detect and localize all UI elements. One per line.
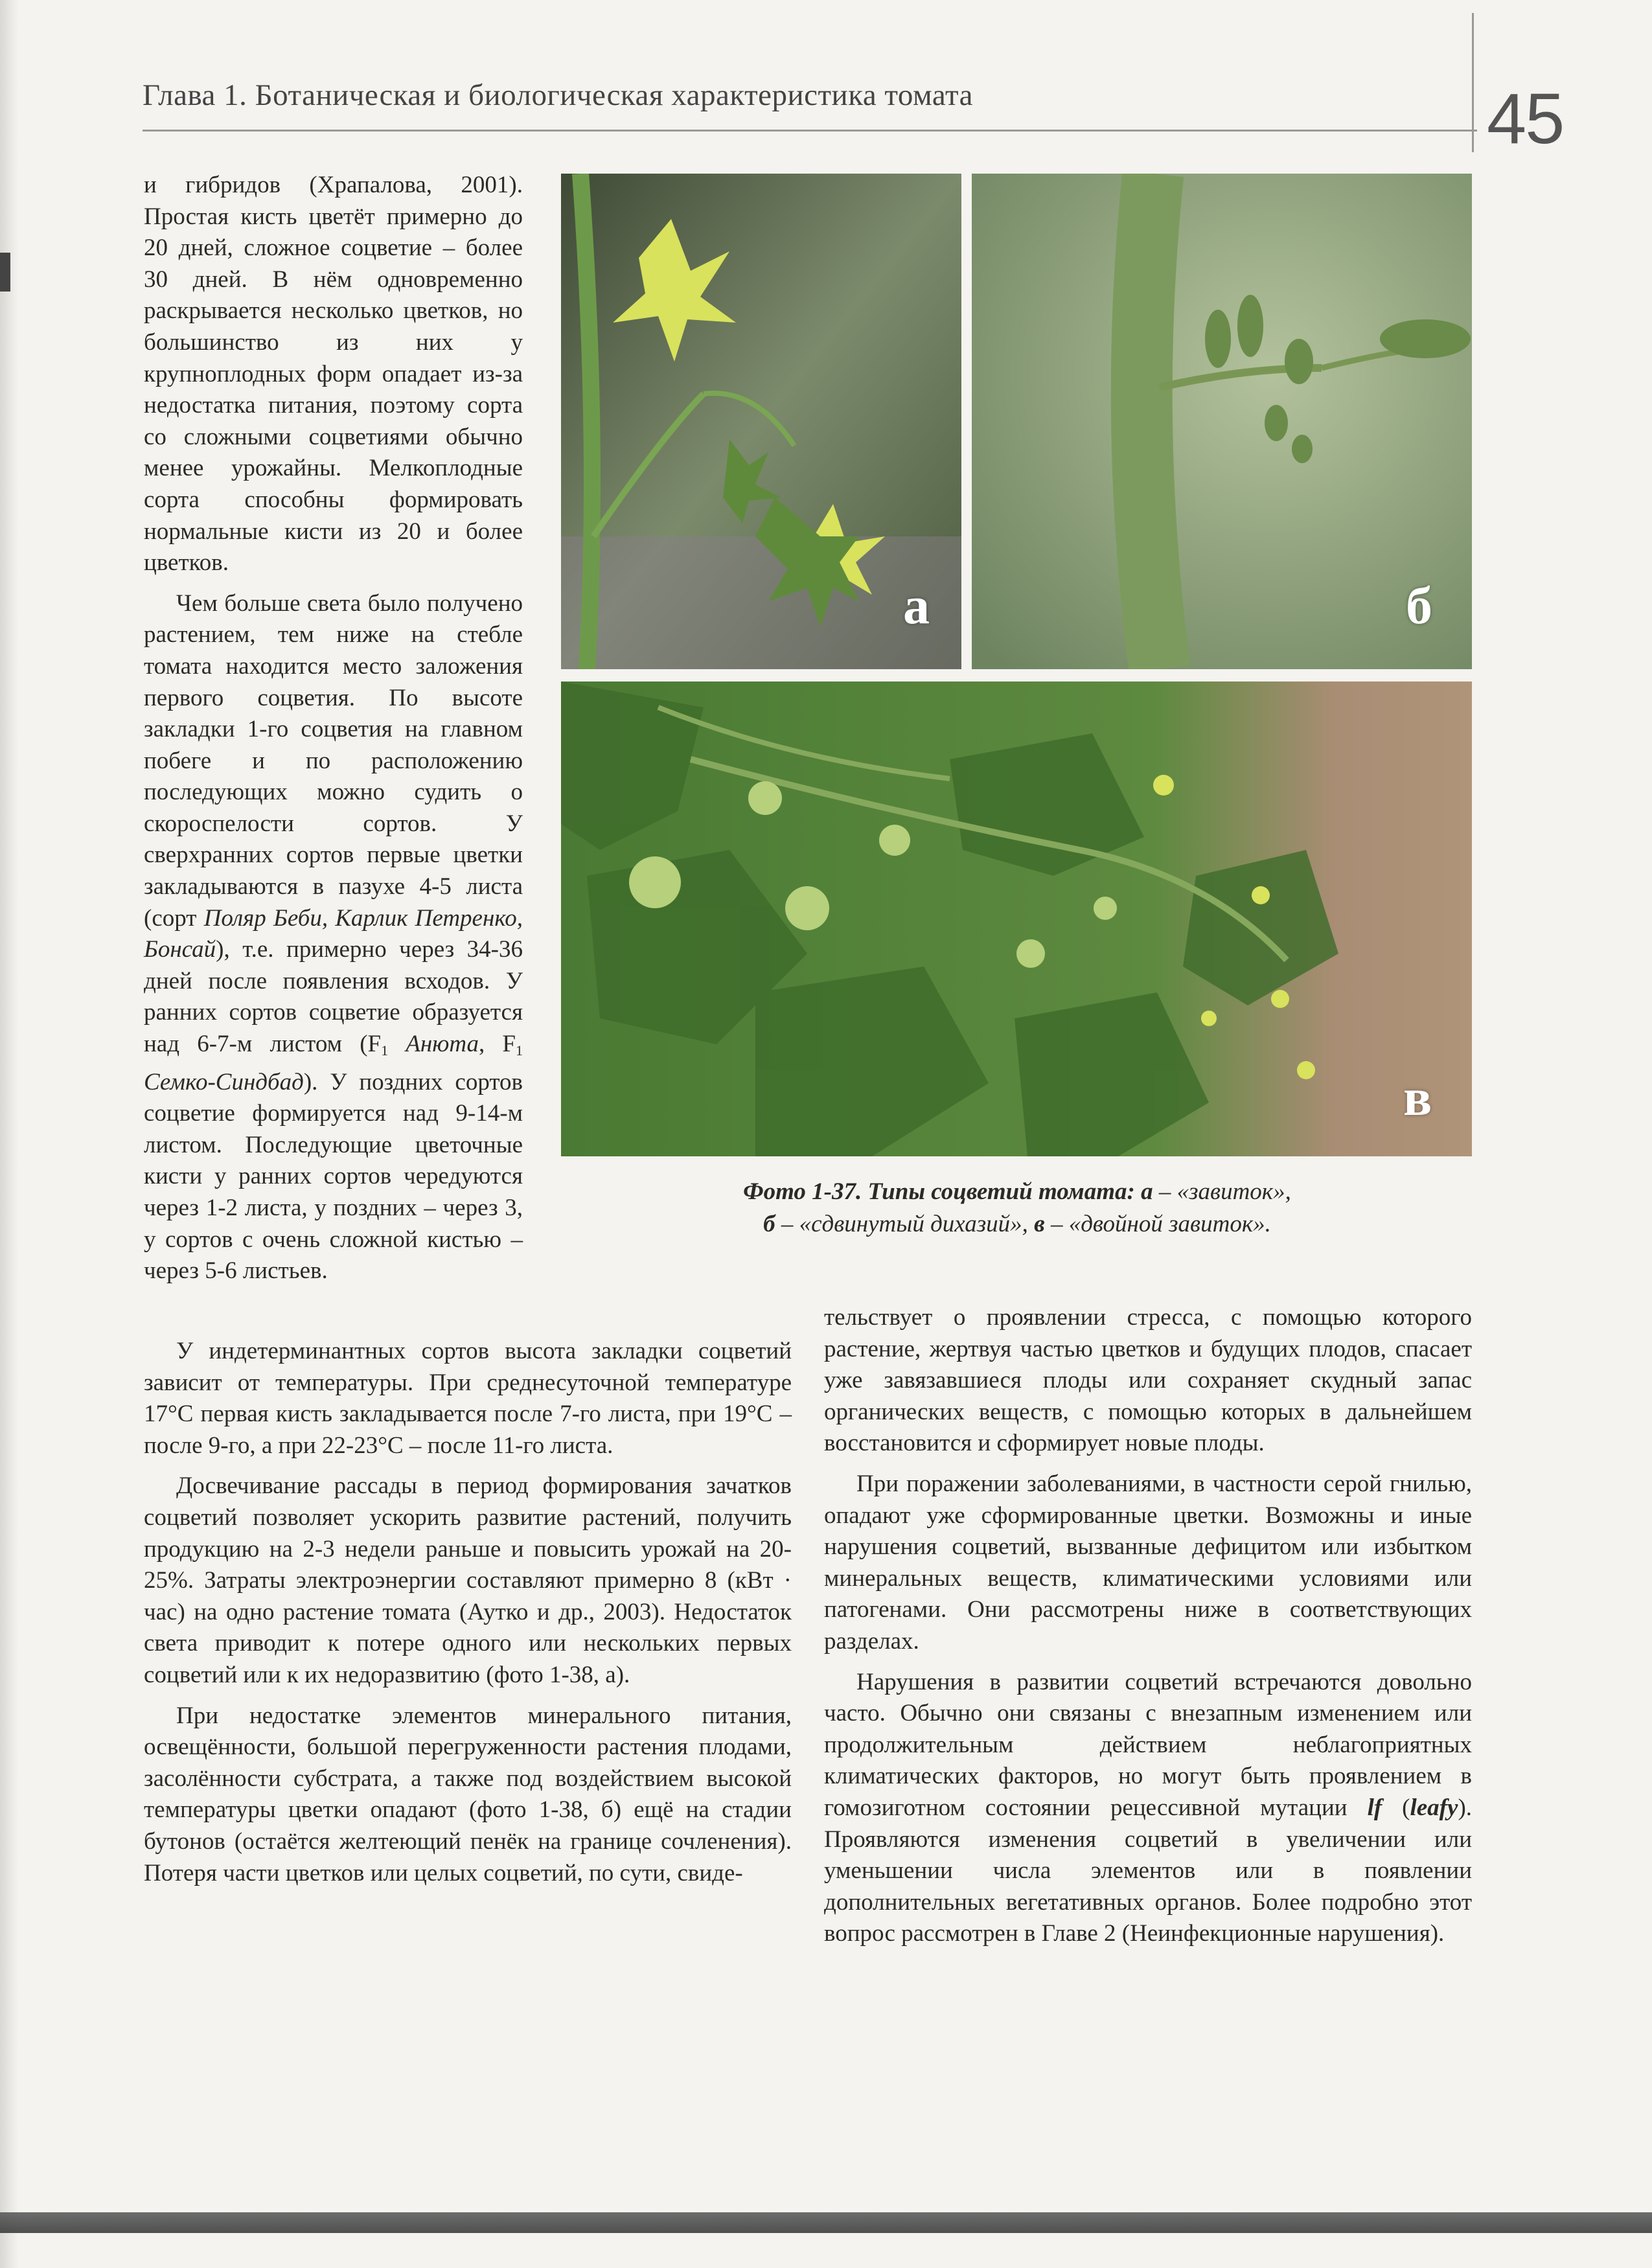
paragraph: У индетерминантных сортов высота закладки соцветий зависит от температуры. При среднесуточной температуре 17°С первая кисть закладывается после 7-го листа, при 19°С – после 9-го, а при 22-23°С – после 11-го листа.: [144, 1338, 792, 1459]
paragraph: тельствует о проявлении стресса, с помощью которого растение, жертвуя частью цветков и будущих плодов, спасает уже завязавшиеся плоды или сохраняет скудный запас органических веществ, с помощью которых в дальнейшем восстановится и сформирует новые плоды.: [824, 1304, 1472, 1457]
paragraph: и гибридов (Храпалова, 2001). Простая кисть цветёт примерно до 20 дней, сложное соцветие – более 30 дней. В нём одновременно раскрывается несколько цветков, но большинство из них у крупноплодных форм опадает из-за недостатка питания, поэтому сорта со сложными соцветиями обычно менее урожайны. Мелкоплодные сорта способны формировать нормальные кисти из 20 и более цветков.: [144, 172, 523, 577]
page-number-rule: [1472, 13, 1474, 152]
page-number: 45: [1487, 79, 1564, 159]
photo-a-tomato-flowers: [561, 174, 961, 669]
caption-label: Фото 1-37. Типы соцветий томата:: [743, 1178, 1135, 1205]
photo-caption: Фото 1-37. Типы соцветий томата: а – «завиток», б – «сдвинутый дихазий», в – «двойной завиток».: [743, 1178, 1291, 1237]
left-column-lower: [144, 1336, 792, 1889]
left-column-upper: [144, 170, 523, 1287]
page-spine-shadow: [0, 0, 18, 2268]
running-header: Глава 1. Ботаническая и биологическая характеристика томата: [143, 78, 973, 112]
photo-b-tomato-buds: [972, 174, 1472, 669]
paragraph: При недостатке элементов минерального питания, освещённости, большой перегруженности растения плодами, засолённости субстрата, а также под воздействием высокой температуры цветки опадают (фото 1-38, б) ещё на стадии бутонов (остаётся желтеющий пенёк на границе сочленения). Потеря части цветков или целых соцветий, по сути, свиде-: [144, 1702, 792, 1886]
photo-label-a: а: [903, 576, 930, 635]
paragraph: При поражении заболеваниями, в частности серой гнилью, опадают уже сформированные цветки. Возможны и иные нарушения соцветий, вызванные дефицитом или избытком минеральных веществ, климатическими условиями или патогенами. Они рассмотрены ниже в соответствующих разделах.: [824, 1470, 1472, 1655]
right-column-lower: [824, 1302, 1472, 1950]
photo-label-c: в: [1403, 1068, 1432, 1127]
paragraph: Нарушения в развитии соцветий встречаются довольно часто. Обычно они связаны с внезапным изменением или продолжительным действием неблагоприятных климатических факторов, но могут быть проявлением в гомозиготном состоянии рецессивной мутации lf (leafy). Проявляются изменения соцветий в увеличении или уменьшении числа элементов или в появлении дополнительных вегетативных органов. Более подробно этот вопрос рассмотрен в Главе 2 (Неинфекционные нарушения).: [824, 1668, 1473, 1947]
header-rule: [143, 130, 1477, 132]
photo-c-tomato-plant-with-fruits: [561, 682, 1472, 1156]
paragraph: Досвечивание рассады в период формирования зачатков соцветий позволяет ускорить развитие растений, получить продукцию на 2-3 недели раньше и повысить урожай на 20-25%. Затраты электроэнергии составляют примерно 8 (кВт · час) на одно растение томата (Аутко и др., 2003). Недостаток света приводит к потере одного или нескольких первых соцветий или к их недоразвитию (фото 1-38, а).: [144, 1472, 792, 1688]
spine-mark: [0, 253, 10, 292]
paragraph: Чем больше света было получено растением, тем ниже на стебле томата находится место заложения первого соцветия. По высоте закладки 1-го соцветия на главном побеге и по расположению последующих можно судить о скороспелости сортов. У сверхранних сортов первые цветки закладываются в пазухе 4-5 листа (сорт Поляр Беби, Карлик Петренко, Бонсай), т.е. примерно через 34-36 дней после появления всходов. У ранних сортов соцветие образуется над 6-7-м листом ($F_1$ Анюта, $F_1$ Семко-Синдбад). У поздних сортов соцветие формируется над 9-14-м листом. Последующие цветочные кисти у ранних сортов чередуются через 1-2 листа, у поздних – через 3, у сортов с очень сложной кистью – через 5-6 листьев.: [144, 590, 523, 1285]
photo-label-b: б: [1406, 576, 1432, 635]
scan-bottom-edge: [0, 2212, 1652, 2233]
